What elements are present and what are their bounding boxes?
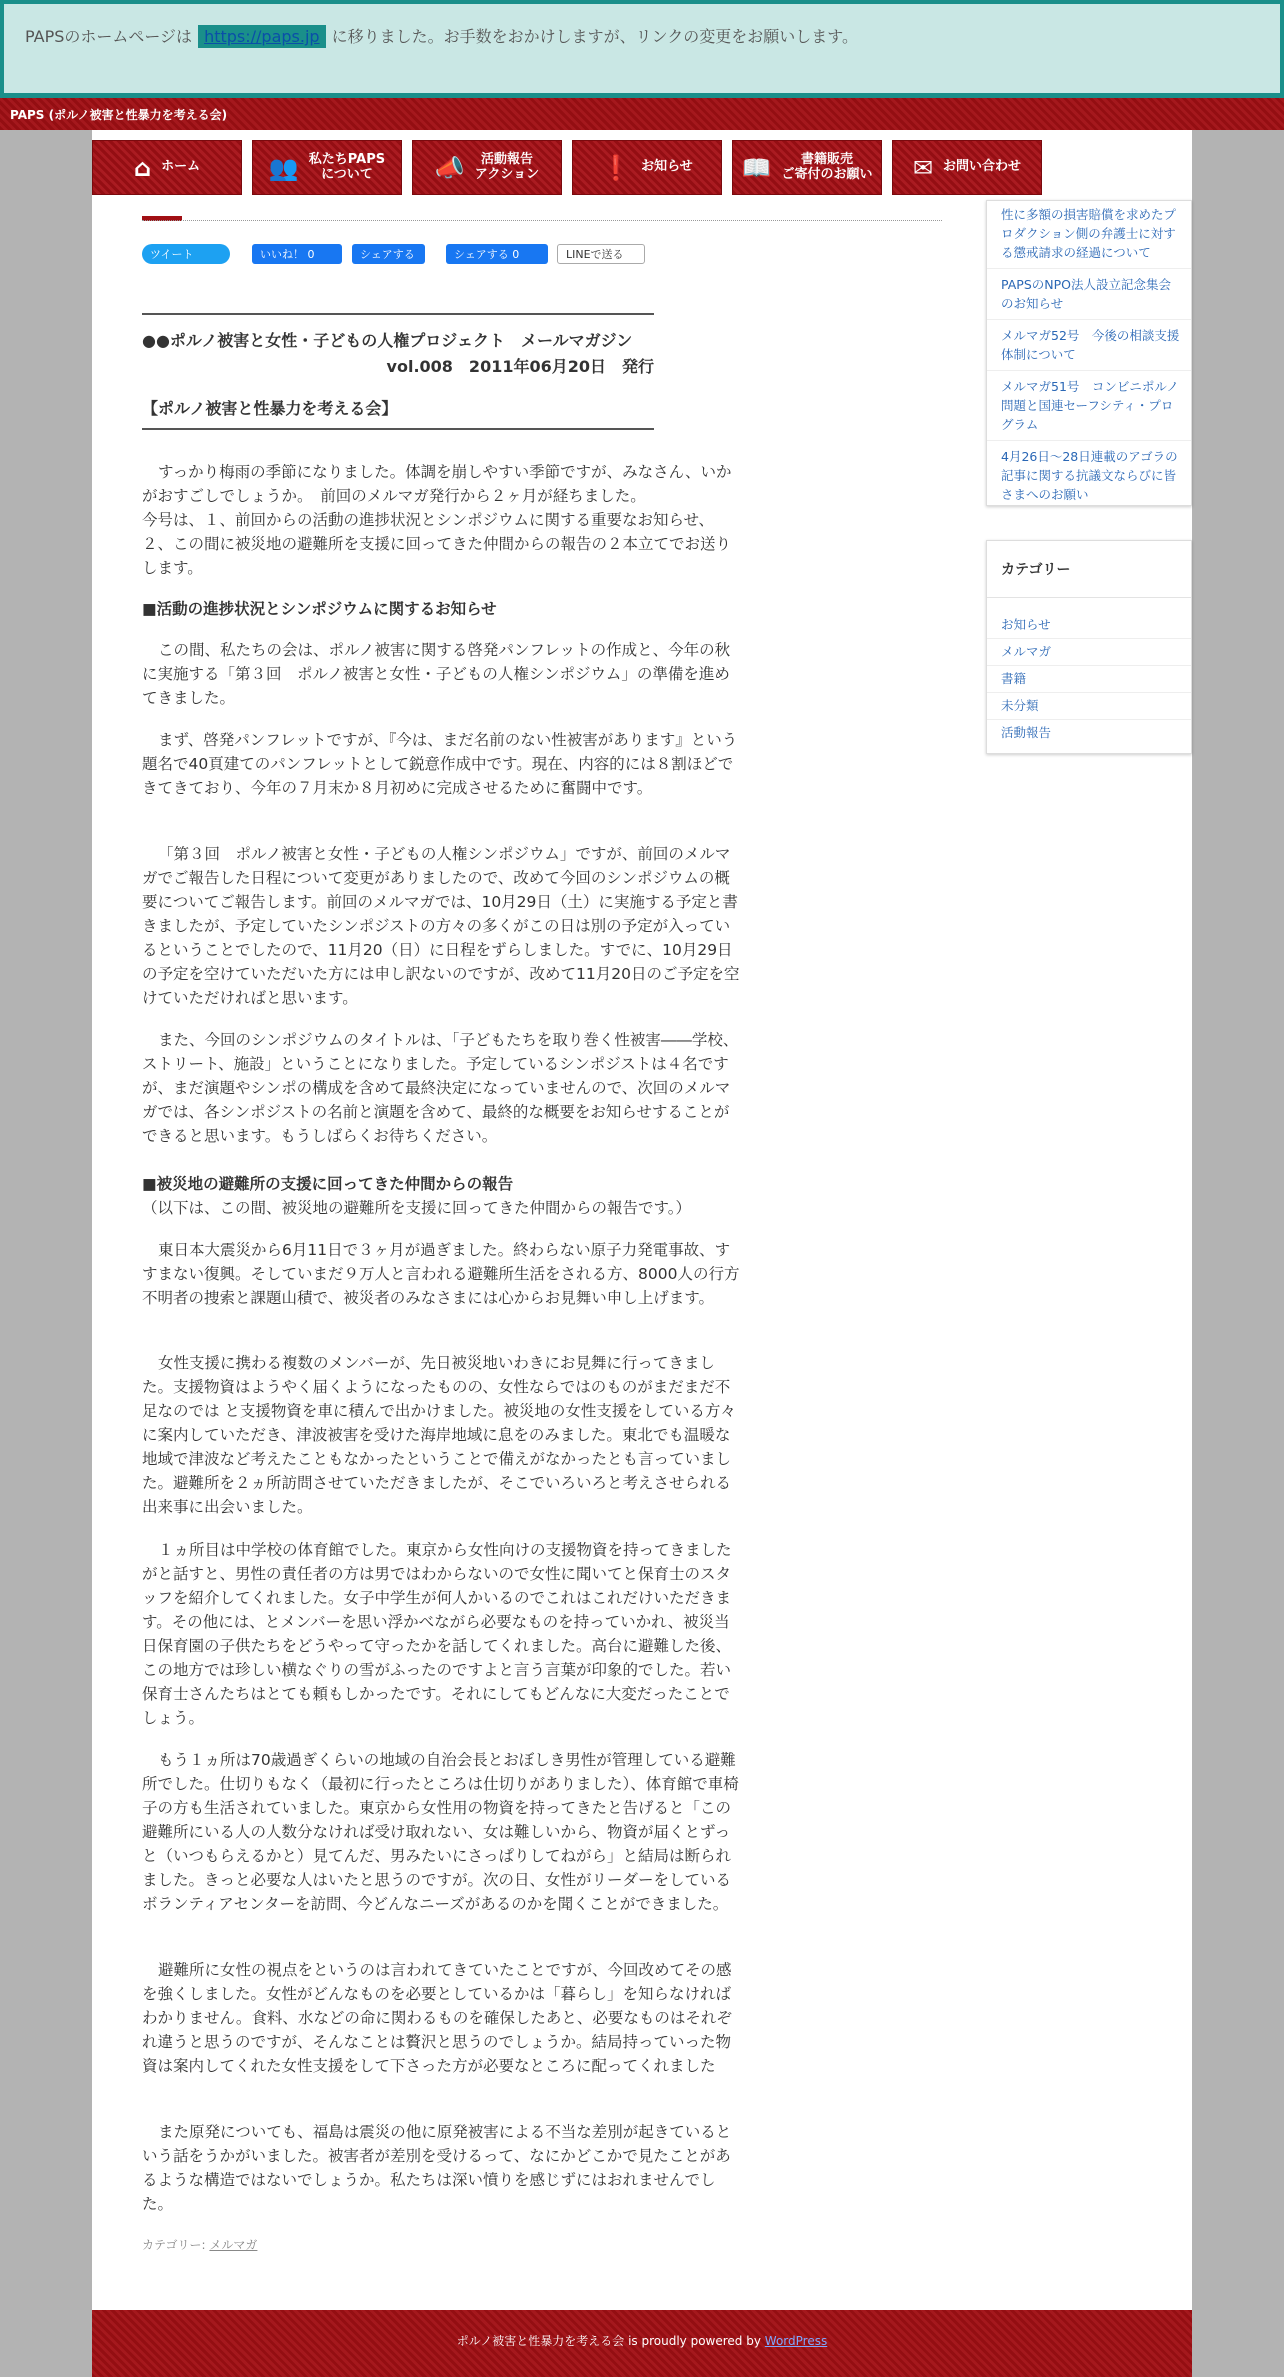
section-heading: ■被災地の避難所の支援に回ってきた仲間からの報告	[142, 1175, 514, 1193]
header-rule-top	[142, 313, 654, 315]
site-title[interactable]: PAPS (ポルノ被害と性暴力を考える会)	[10, 108, 228, 122]
article-paragraph: （以下は、この間、被災地の避難所を支援に回ってきた仲間からの報告です。）	[142, 1199, 692, 1217]
alert-icon: ❗	[601, 153, 632, 182]
article-paragraph: また原発についても、福島は震災の他に原発被害による不当な差別が起きているという話をうかがいました。被害者が差別を受けるって、なにかどこかで見たことがあるような構造ではないでしょうか。私たちは深い憤りを感じずにはおれませんでした。	[142, 2123, 732, 2213]
nav-news[interactable]	[572, 140, 722, 195]
article-paragraph: 東日本大震災から6月11日で３ヶ月が過ぎました。終わらない原子力発電事故、すすまない復興。そしていまだ９万人と言われる避難所生活をされる方、8000人の行方不明者の捜索と課題山積で、被災者のみなさまには心からお見舞い申し上げます。	[142, 1241, 740, 1307]
categories-spacer	[987, 598, 1191, 612]
notice-after: に移りました。お手数をおかけしますが、リンクの変更をお願いします。	[331, 27, 858, 46]
recent-post-link[interactable]: メルマガ52号 今後の相談支援体制について	[987, 320, 1191, 371]
category-item[interactable]: お知らせ	[987, 612, 1191, 639]
fb-share-label: シェアする 0	[454, 248, 520, 261]
nav-books[interactable]	[732, 140, 882, 195]
main-nav	[92, 140, 1052, 196]
nav-home[interactable]	[92, 140, 242, 195]
article-paragraph: すっかり梅雨の季節になりました。体調を崩しやすい季節ですが、みなさん、いかがおすごしでしょうか。 前回のメルマガ発行から２ヶ月が経ちました。	[142, 463, 732, 505]
article-paragraph: １ヵ所目は中学校の体育館でした。東京から女性向けの支援物資を持ってきましたがと話すと、男性の責任者の方は男ではわからないので女性に聞いてと保育士のスタッフを紹介してくれました。女子中学生が何人かいるのでこれはこれだけいただきます。その他には、とメンバーを思い浮かべながら必要なものを持っていかれ、被災当日保育園の子供たちをどうやって守ったかを話してくれました。高台に避難した後、この地方では珍しい横なぐりの雪がふったのですよと言う言葉が印象的でした。若い保育士さんたちはとても頼もしかったです。それにしてもどんなに大変だったことでしょう。	[142, 1541, 732, 1727]
notice-text	[25, 24, 858, 48]
footer-credit: ポルノ被害と性暴力を考える会 is proudly powered by	[456, 2334, 761, 2348]
site-header	[0, 98, 1284, 130]
fb-like-button[interactable]	[252, 244, 342, 264]
recent-post-link[interactable]: メルマガ51号 コンビニポルノ問題と国連セーフシティ・プログラム	[987, 371, 1191, 441]
wordpress-link[interactable]: WordPress	[764, 2334, 828, 2348]
nav-contact[interactable]	[892, 140, 1042, 195]
recent-post-link[interactable]: PAPSのNPO法人設立記念集会のお知らせ	[987, 269, 1191, 320]
nav-about[interactable]	[252, 140, 402, 195]
category-item[interactable]: 活動報告	[1001, 725, 1052, 740]
like-label: いいね！ 0	[260, 248, 315, 261]
tweet-button[interactable]	[142, 244, 230, 264]
category-item[interactable]: メルマガ	[987, 639, 1191, 666]
notice-banner	[0, 0, 1284, 98]
fb-share-button[interactable]	[352, 244, 425, 264]
users-icon: 👥	[268, 153, 299, 182]
article-paragraph: まず、啓発パンフレットですが、『今は、まだ名前のない性被害があります』という題名で40頁建てのパンフレットとして鋭意作成中です。現在、内容的には８割ほどできてきており、今年の７月末か８月初めに完成させるために奮闘中です。	[142, 731, 738, 797]
mail-icon: ✉	[912, 153, 934, 182]
categories-title: カテゴリー	[987, 541, 1191, 598]
footer-text	[92, 2332, 1192, 2349]
magazine-volume: vol.008 2011年06月20日 発行	[386, 357, 654, 376]
line-share-button[interactable]	[557, 244, 645, 264]
home-icon: ⌂	[133, 153, 152, 182]
tweet-label: ツイート	[150, 248, 194, 261]
post-category	[142, 2236, 257, 2253]
section-heading: ■活動の進捗状況とシンポジウムに関するお知らせ	[142, 600, 497, 618]
magazine-title: ●●ポルノ被害と女性・子どもの人権プロジェクト メールマガジン	[142, 331, 633, 350]
recent-post-link[interactable]: 性に多額の損害賠償を求めたプロダクション側の弁護士に対する懲戒請求の経過について	[987, 205, 1191, 269]
category-item[interactable]: 書籍	[987, 666, 1191, 693]
title-divider	[142, 220, 942, 221]
header-rule-bottom	[142, 428, 654, 430]
article-paragraph: 「第３回 ポルノ被害と女性・子どもの人権シンポジウム」ですが、前回のメルマガでご報告した日程について変更がありましたので、改めて今回のシンポジウムの概要についてご報告します。前回のメルマガでは、10月29日（土）に実施する予定と書きましたが、予定していたシンポジストの方々の多くがこの日は別の予定が入っているということでしたので、11月20（日）に日程をずらしました。すでに、10月29日の予定を空けていただいた方には申し訳ないのですが、改めて11月20日のご予定を空けていただければと思います。	[142, 845, 740, 1007]
article-paragraph: もう１ヵ所は70歳過ぎくらいの地域の自治会長とおぼしき男性が管理している避難所でした。仕切りもなく（最初に行ったところは仕切りがありました）、体育館で車椅子の方も生活されていました。東京から女性用の物資を持ってきたと告げると「この避難所にいる人の人数分なければ受け取れない、女は難しいから、物資が届くとずっと（いつもらえるかと）見てんだ、男みたいにさっぱりしてねがら」と結局は断られました。きっと必要な人はいたと思うのですが。次の日、女性がリーダーをしているボランティアセンターを訪問、今どんなニーズがあるのかを聞くことができました。	[142, 1751, 739, 1913]
nav-label: お知らせ	[641, 159, 693, 175]
article-paragraph: 今号は、１、前回からの活動の進捗状況とシンポジウムに関する重要なお知らせ、２、この間に被災地の避難所を支援に回ってきた仲間からの報告の２本立てでお送りします。	[142, 511, 732, 577]
category-link[interactable]: メルマガ	[209, 2238, 258, 2252]
nav-label: 私たちPAPS について	[308, 151, 386, 182]
article-paragraph: また、今回のシンポジウムのタイトルは、「子どもたちを取り巻く性被害――学校、ストリート、施設」ということになりました。予定しているシンポジストは４名ですが、まだ演題やシンポの構成を含めて最終決定になっていませんので、次回のメルマガでは、各シンポジストの名前と演題を含めて、最終的な概要をお知らせすることができると思います。もうしばらくお待ちください。	[142, 1031, 739, 1145]
nav-label: 書籍販売 ご寄付のお願い	[781, 151, 873, 182]
fb-share-count-button[interactable]	[446, 244, 548, 264]
notice-before: PAPSのホームページは	[25, 27, 193, 46]
category-label: カテゴリー:	[142, 2238, 206, 2252]
nav-label: お問い合わせ	[943, 159, 1022, 175]
article-paragraph: 避難所に女性の視点をというのは言われてきていたことですが、今回改めてその感を強くしました。女性がどんなものを必要としているかは「暮らし」を知らなければわかりません。食料、水などの命に関わるものを確保したあと、必要なものはそれぞれ違うと思うのですが、そんなことは贅沢と思うのでしょうか。結局持っていった物資は案内してくれた女性支援をして下さった方が必要なところに配ってくれました	[142, 1961, 732, 2075]
nav-activity[interactable]	[412, 140, 562, 195]
book-icon: 📖	[741, 153, 772, 182]
recent-posts-widget	[986, 200, 1192, 506]
share-label: シェアする	[360, 248, 415, 261]
nav-label: 活動報告 アクション	[474, 151, 540, 182]
categories-widget	[986, 540, 1192, 754]
site-footer	[92, 2310, 1192, 2377]
nav-label: ホーム	[161, 159, 201, 175]
article-paragraph: 女性支援に携わる複数のメンバーが、先日被災地いわきにお見舞に行ってきました。支援物資はようやく届くようになったものの、女性ならではのものがまだまだ不足なのでは と支援物資を車に積んで出かけました。被災地の女性支援をしている方々に案内していただき、津波被害を受けた海岸地域に息をのみました。東北でも温暖な地域で津波など考えたこともなかったということで備えがなかったとも言っていました。避難所を２ヵ所訪問させていただきましたが、そこでいろいろと考えさせられる出来事に出会いました。	[142, 1354, 736, 1516]
notice-link[interactable]: https://paps.jp	[198, 25, 326, 48]
recent-post-link[interactable]: 4月26日〜28日連載のアゴラの記事に関する抗議文ならびに皆さまへのお願い	[1001, 449, 1178, 502]
article-paragraph: この間、私たちの会は、ポルノ被害に関する啓発パンフレットの作成と、今年の秋に実施する「第３回 ポルノ被害と女性・子どもの人権シンポジウム」の準備を進めてきました。	[142, 641, 731, 707]
category-item[interactable]: 未分類	[987, 693, 1191, 720]
megaphone-icon: 📣	[434, 153, 465, 182]
magazine-org: 【ポルノ被害と性暴力を考える会】	[142, 399, 398, 418]
line-label: LINEで送る	[566, 248, 624, 261]
